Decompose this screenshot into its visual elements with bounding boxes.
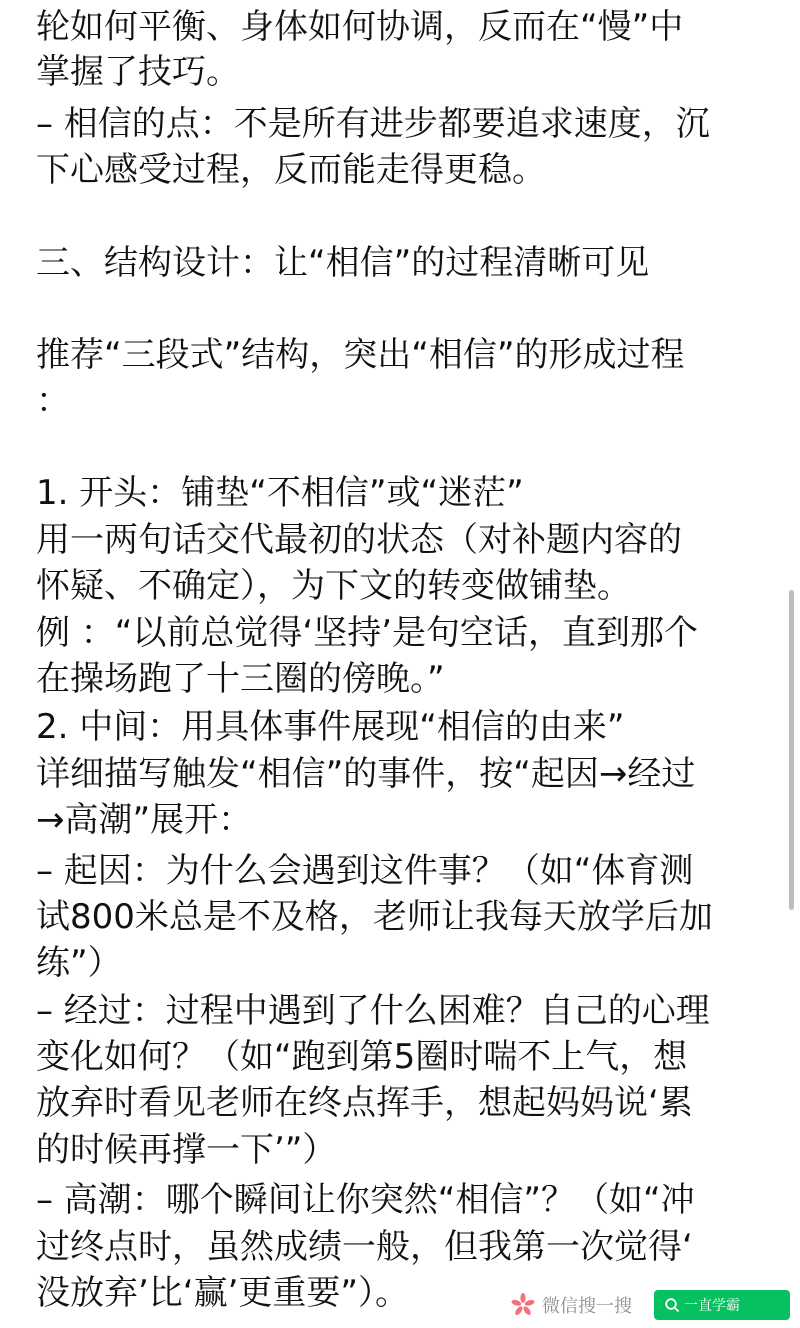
section-heading: 三、结构设计：让“相信”的过程清晰可见 [36,243,650,283]
text-line: 练”） [36,943,122,983]
text-line: 1. 开头：铺垫“不相信”或“迷茫” [36,473,524,513]
scrollbar-thumb[interactable] [789,590,794,910]
text-line: 没放弃’比‘赢’更重要”）。 [36,1273,410,1313]
text-line: – 高潮：哪个瞬间让你突然“相信”？（如“冲 [36,1180,695,1220]
text-line: 下心感受过程，反而能走得更稳。 [36,150,546,190]
text-line: 例 ：“以前总觉得‘坚持’是句空话，直到那个 [36,613,699,653]
watermark-search-button[interactable] [654,1290,790,1320]
text-line: 2. 中间：用具体事件展现“相信的由来” [36,707,625,747]
text-line: 试800米总是不及格，老师让我每天放学后加 [36,897,713,937]
wechat-search-watermark [502,1282,800,1328]
text-line: 在操场跑了十三圈的傍晚。” [36,659,445,699]
watermark-button-label: 一直学霸 [684,1298,740,1314]
text-line: – 经过：过程中遇到了什么困难？自己的心理 [36,991,710,1031]
text-line: ： [36,381,70,421]
search-icon [664,1297,680,1313]
wechat-search-logo-icon [510,1292,536,1318]
text-line: 怀疑、不确定），为下文的转变做铺垫。 [36,566,631,606]
text-line: 轮如何平衡、身体如何协调，反而在“慢”中 [36,7,684,47]
text-line: 过终点时，虽然成绩一般，但我第一次觉得‘ [36,1227,693,1267]
text-line: 的时候再撑一下’”） [36,1130,337,1170]
text-line: 变化如何？（如“跑到第5圈时喘不上气，想 [36,1037,688,1077]
text-line: – 起因：为什么会遇到这件事？（如“体育测 [36,851,694,891]
text-line: 掌握了技巧。 [36,52,240,92]
text-line: 放弃时看见老师在终点挥手，想起妈妈说‘累 [36,1083,693,1123]
text-line: – 相信的点：不是所有进步都要追求速度，沉 [36,104,710,144]
text-line: 详细描写触发“相信”的事件，按“起因→经过 [36,754,696,794]
watermark-text: 微信搜一搜 [542,1296,632,1317]
text-line: 推荐“三段式”结构，突出“相信”的形成过程 [36,335,685,375]
text-line: 用一两句话交代最初的状态（对补题内容的 [36,520,682,560]
text-line: →高潮”展开： [36,800,253,840]
